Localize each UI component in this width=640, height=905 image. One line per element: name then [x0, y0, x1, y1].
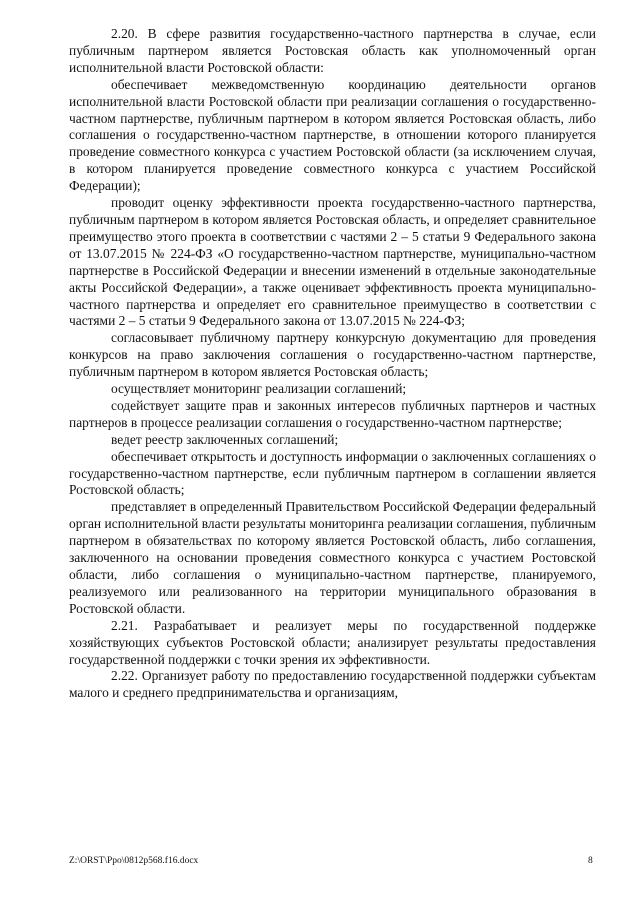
document-body: [69, 26, 596, 702]
paragraph-transparency: обеспечивает открытость и доступность информации о заключенных соглашениях о государственно-частном партнерстве, если публичным партнером в соглашении является Ростовской область;: [69, 448, 596, 498]
paragraph-monitoring: осуществляет мониторинг реализации соглашений;: [111, 381, 407, 397]
paragraph-reporting: представляет в определенный Правительством Российской Федерации федеральный орган исполнительной власти результаты мониторинга реализации соглашения, публичным партнером в обязательствах по которому является Ростовской область, либо соглашения, заключенного на основании проведения совместного конкурса с участием Ростовской области, либо соглашения о муниципально-частном партнерстве, планируемого, реализуемого или реализованного на территории муниципального образования в Ростовской области.: [69, 499, 596, 616]
paragraph-evaluation: проводит оценку эффективности проекта государственно-частного партнерства, публичным партнером в котором является Ростовская область, и определяет сравнительное преимущество этого проекта в соответствии с частями 2 – 5 статьи 9 Федерального закона от 13.07.2015 № 224-ФЗ «О государственно-частном партнерстве, муниципально-частном партнерстве в Российской Федерации и внесении изменений в отдельные законодательные акты Российской Федерации», а также оценивает эффективность проекта муниципально-частного партнерства и определяет его сравнительное преимущество в соответствии с частями 2 – 5 статьи 9 Федерального закона от 13.07.2015 № 224-ФЗ;: [69, 195, 596, 329]
paragraph-rights-protection: содействует защите прав и законных интересов публичных партнеров и частных партнеров в процессе реализации соглашения о государственно-частном партнерстве;: [69, 397, 596, 430]
paragraph-2-22: 2.22. Организует работу по предоставлению государственной поддержки субъектам малого и среднего предпринимательства и организациям,: [69, 668, 596, 701]
paragraph-2-20: 2.20. В сфере развития государственно-частного партнерства в случае, если публичным партнером является Ростовская область как уполномоченный орган исполнительной власти Ростовской области:: [69, 26, 596, 75]
paragraph-2-21: 2.21. Разрабатывает и реализует меры по государственной поддержке хозяйствующих субъектов Ростовской области; анализирует результаты предоставления государственной поддержки с точки зрения их эффективности.: [69, 617, 596, 667]
footer-page-number: 8: [588, 856, 593, 866]
footer-file-path: Z:\ORST\Ppo\0812p568.f16.docx: [69, 856, 199, 866]
paragraph-tender-docs: согласовывает публичному партнеру конкурсную документацию для проведения конкурсов на право заключения соглашения о государственно-частном партнерстве, публичным партнером в котором является Ростовская область;: [69, 330, 596, 380]
paragraph-coordination: обеспечивает межведомственную координацию деятельности органов исполнительной власти Ростовской области при реализации соглашения о государственно-частном партнерстве, публичным партнером в котором является Ростовская область, либо соглашения о государственно-частном партнерстве, в отношении которого планируется проведение совместного конкурса с участием Ростовской области (за исключением случая, в котором планируется проведение совместного конкурса с участием Российской Федерации);: [69, 76, 596, 194]
paragraph-registry: ведет реестр заключенных соглашений;: [111, 431, 339, 447]
